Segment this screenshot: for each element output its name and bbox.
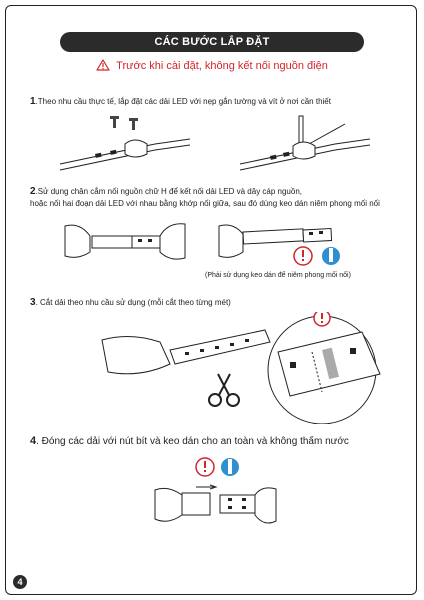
- step-2-illustration-h-connector: [60, 218, 190, 268]
- step-1-illustration-clip-install: [55, 114, 195, 174]
- seal-note: (Phải sử dụng keo dán để niêm phong mối nối): [205, 272, 351, 279]
- step-2: [30, 186, 400, 210]
- step-number: 1: [30, 96, 36, 107]
- warning-line: [0, 59, 424, 74]
- warning-triangle-icon: [96, 59, 110, 74]
- step-2-illustration-seal-joint: [215, 218, 365, 270]
- scissors-icon: [209, 374, 239, 406]
- prohibited-icon: [196, 458, 214, 476]
- step-3-illustration-cut-strip: [100, 312, 400, 424]
- screw-icon: [129, 118, 138, 130]
- step-number: 3: [30, 297, 36, 308]
- prohibited-icon: [314, 312, 330, 326]
- step-text-continued: hoặc nối hai đoạn dải LED với nhau bằng khớp nối giữa, sau đó dùng keo dán niêm phong mối nối: [30, 199, 380, 208]
- step-text: . Đóng các dải với nút bít và keo dán cho an toàn và không thấm nước: [36, 436, 349, 447]
- step-number: 4: [30, 435, 37, 447]
- step-1-illustration-screw-tighten: [235, 114, 375, 174]
- step-text: .Sử dụng chân cắm nối nguồn chữ H để kết nối dải LED và dây cáp nguồn,: [35, 187, 302, 196]
- section-title: CÁC BƯỚC LẮP ĐẶT: [60, 32, 364, 52]
- prohibited-icon: [294, 247, 312, 265]
- page-number: 4: [13, 575, 27, 589]
- step-text: .Theo nhu cầu thực tế, lắp đặt các dải LED với nẹp gắn tường và vít ở nơi cần thiết: [35, 97, 331, 106]
- glue-tube-icon: [221, 458, 239, 476]
- step-text: . Cắt dải theo nhu cầu sử dụng (mỗi cắt theo từng mét): [35, 298, 231, 307]
- screw-icon: [110, 116, 119, 128]
- step-number: 2: [30, 186, 36, 197]
- warning-text: Trước khi cài đặt, không kết nối nguồn điện: [116, 60, 328, 72]
- step-3: [30, 297, 400, 309]
- step-4: [30, 435, 400, 448]
- glue-tube-icon: [322, 247, 340, 265]
- step-4-illustration-end-cap: [150, 455, 280, 545]
- step-1: [30, 96, 400, 108]
